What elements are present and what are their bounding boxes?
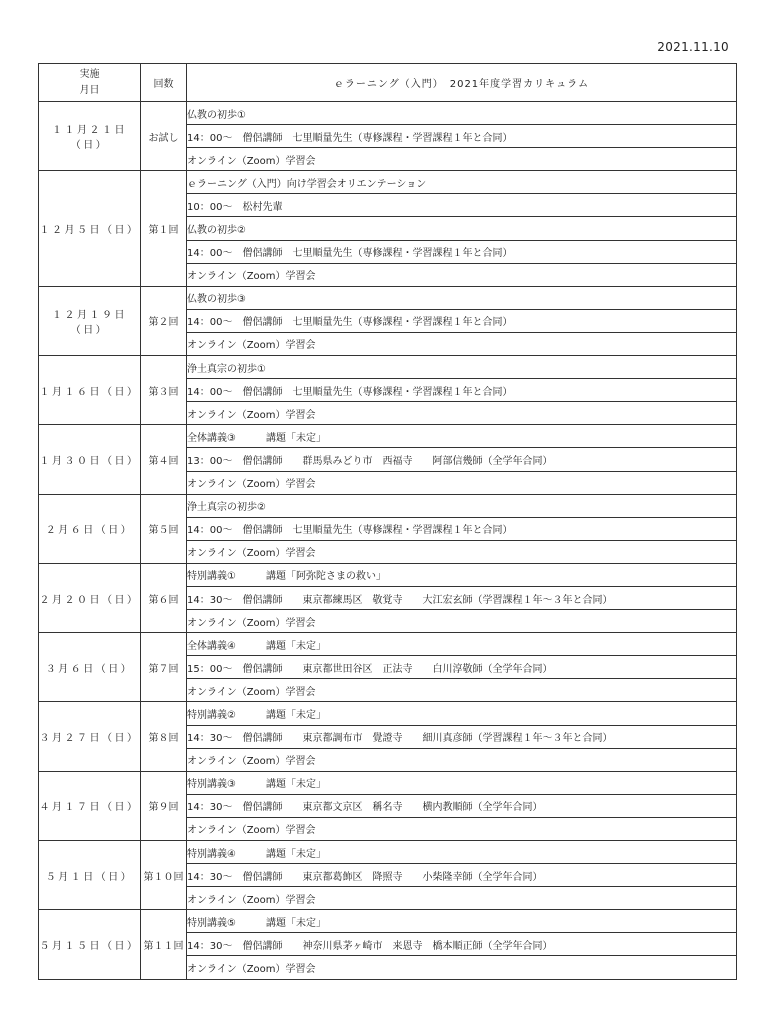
document-date: 2021.11.10: [657, 40, 729, 54]
session-detail-line: オンライン（Zoom）学習会: [187, 332, 737, 355]
session-row: [39, 841, 737, 864]
session-detail-line: 仏教の初歩③: [187, 286, 737, 309]
session-date: ５月１日（日）: [39, 841, 141, 910]
session-detail-line: 14：30～ 僧侶講師 東京都調布市 覺證寺 細川真彦師（学習課程１年～３年と合同）: [187, 725, 737, 748]
session-date: ２月６日（日）: [39, 494, 141, 563]
session-detail-line: 全体講義④ 講題「未定」: [187, 633, 737, 656]
session-detail-line: オンライン（Zoom）学習会: [187, 748, 737, 771]
session-detail-line: 浄土真宗の初歩①: [187, 356, 737, 379]
session-row: [39, 356, 737, 379]
session-row: [39, 425, 737, 448]
session-row: [39, 286, 737, 309]
session-row: [39, 102, 737, 125]
session-detail-line: 14：00～ 僧侶講師 七里順量先生（専修課程・学習課程１年と合同）: [187, 125, 737, 148]
session-number: 第７回: [141, 633, 187, 702]
session-row: [39, 633, 737, 656]
session-date: １月３０日（日）: [39, 425, 141, 494]
session-date: １２月５日（日）: [39, 171, 141, 286]
session-detail-line: オンライン（Zoom）学習会: [187, 148, 737, 171]
session-number: 第８回: [141, 702, 187, 771]
session-number: 第４回: [141, 425, 187, 494]
header-date-cell: [39, 64, 141, 102]
session-detail-line: オンライン（Zoom）学習会: [187, 402, 737, 425]
session-number: 第２回: [141, 286, 187, 355]
session-date: ４月１７日（日）: [39, 771, 141, 840]
session-detail-line: 仏教の初歩②: [187, 217, 737, 240]
session-row: [39, 171, 737, 194]
curriculum-table: [38, 63, 737, 980]
session-number: 第１１回: [141, 910, 187, 979]
header-date-line2: 月日: [79, 84, 100, 96]
session-detail-line: 仏教の初歩①: [187, 102, 737, 125]
session-detail-line: オンライン（Zoom）学習会: [187, 956, 737, 979]
session-detail-line: 14：30～ 僧侶講師 東京都文京区 稱名寺 横内教順師（全学年合同）: [187, 794, 737, 817]
session-detail-line: 浄土真宗の初歩②: [187, 494, 737, 517]
session-detail-line: オンライン（Zoom）学習会: [187, 263, 737, 286]
session-detail-line: 14：30～ 僧侶講師 東京都葛飾区 降照寺 小柴隆幸師（全学年合同）: [187, 864, 737, 887]
session-detail-line: 14：00～ 僧侶講師 七里順量先生（専修課程・学習課程１年と合同）: [187, 240, 737, 263]
session-date: ３月６日（日）: [39, 633, 141, 702]
session-number: 第９回: [141, 771, 187, 840]
session-detail-line: ｅラーニング（入門）向け学習会オリエンテーション: [187, 171, 737, 194]
session-number: 第３回: [141, 356, 187, 425]
session-detail-line: オンライン（Zoom）学習会: [187, 817, 737, 840]
session-row: [39, 494, 737, 517]
session-number: 第１０回: [141, 841, 187, 910]
session-date: １１月２１日（日）: [39, 102, 141, 171]
session-detail-line: 特別講義① 講題「阿弥陀さまの救い」: [187, 563, 737, 586]
session-detail-line: 13：00～ 僧侶講師 群馬県みどり市 西福寺 阿部信幾師（全学年合同）: [187, 448, 737, 471]
table-title: ｅラーニング（入門） 2021年度学習カリキュラム: [187, 64, 737, 102]
header-kai-cell: 回数: [141, 64, 187, 102]
header-date-line1: 実施: [79, 68, 100, 80]
session-date: １２月１９日（日）: [39, 286, 141, 355]
session-detail-line: 14：30～ 僧侶講師 東京都練馬区 敬覚寺 大江宏玄師（学習課程１年～３年と合同）: [187, 586, 737, 609]
session-detail-line: 14：00～ 僧侶講師 七里順量先生（専修課程・学習課程１年と合同）: [187, 309, 737, 332]
session-number: 第５回: [141, 494, 187, 563]
session-detail-line: 14：00～ 僧侶講師 七里順量先生（専修課程・学習課程１年と合同）: [187, 379, 737, 402]
session-detail-line: 10：00～ 松村先輩: [187, 194, 737, 217]
session-row: [39, 563, 737, 586]
session-date: １月１６日（日）: [39, 356, 141, 425]
session-detail-line: オンライン（Zoom）学習会: [187, 540, 737, 563]
session-detail-line: 特別講義⑤ 講題「未定」: [187, 910, 737, 933]
session-detail-line: オンライン（Zoom）学習会: [187, 887, 737, 910]
session-detail-line: オンライン（Zoom）学習会: [187, 679, 737, 702]
table-header-row: [39, 64, 737, 102]
session-row: [39, 910, 737, 933]
sessions-body: [39, 102, 737, 980]
session-date: ２月２０日（日）: [39, 563, 141, 632]
session-detail-line: 14：30～ 僧侶講師 神奈川県茅ヶ崎市 来恩寺 橋本順正師（全学年合同）: [187, 933, 737, 956]
session-detail-line: オンライン（Zoom）学習会: [187, 610, 737, 633]
session-detail-line: 15：00～ 僧侶講師 東京都世田谷区 正法寺 白川淳敬師（全学年合同）: [187, 656, 737, 679]
session-date: ３月２７日（日）: [39, 702, 141, 771]
session-number: お試し: [141, 102, 187, 171]
session-number: 第６回: [141, 563, 187, 632]
session-detail-line: 全体講義③ 講題「未定」: [187, 425, 737, 448]
session-row: [39, 702, 737, 725]
session-detail-line: 特別講義③ 講題「未定」: [187, 771, 737, 794]
session-detail-line: オンライン（Zoom）学習会: [187, 471, 737, 494]
session-detail-line: 特別講義② 講題「未定」: [187, 702, 737, 725]
session-date: ５月１５日（日）: [39, 910, 141, 979]
session-row: [39, 771, 737, 794]
session-number: 第１回: [141, 171, 187, 286]
session-detail-line: 特別講義④ 講題「未定」: [187, 841, 737, 864]
session-detail-line: 14：00～ 僧侶講師 七里順量先生（専修課程・学習課程１年と合同）: [187, 517, 737, 540]
